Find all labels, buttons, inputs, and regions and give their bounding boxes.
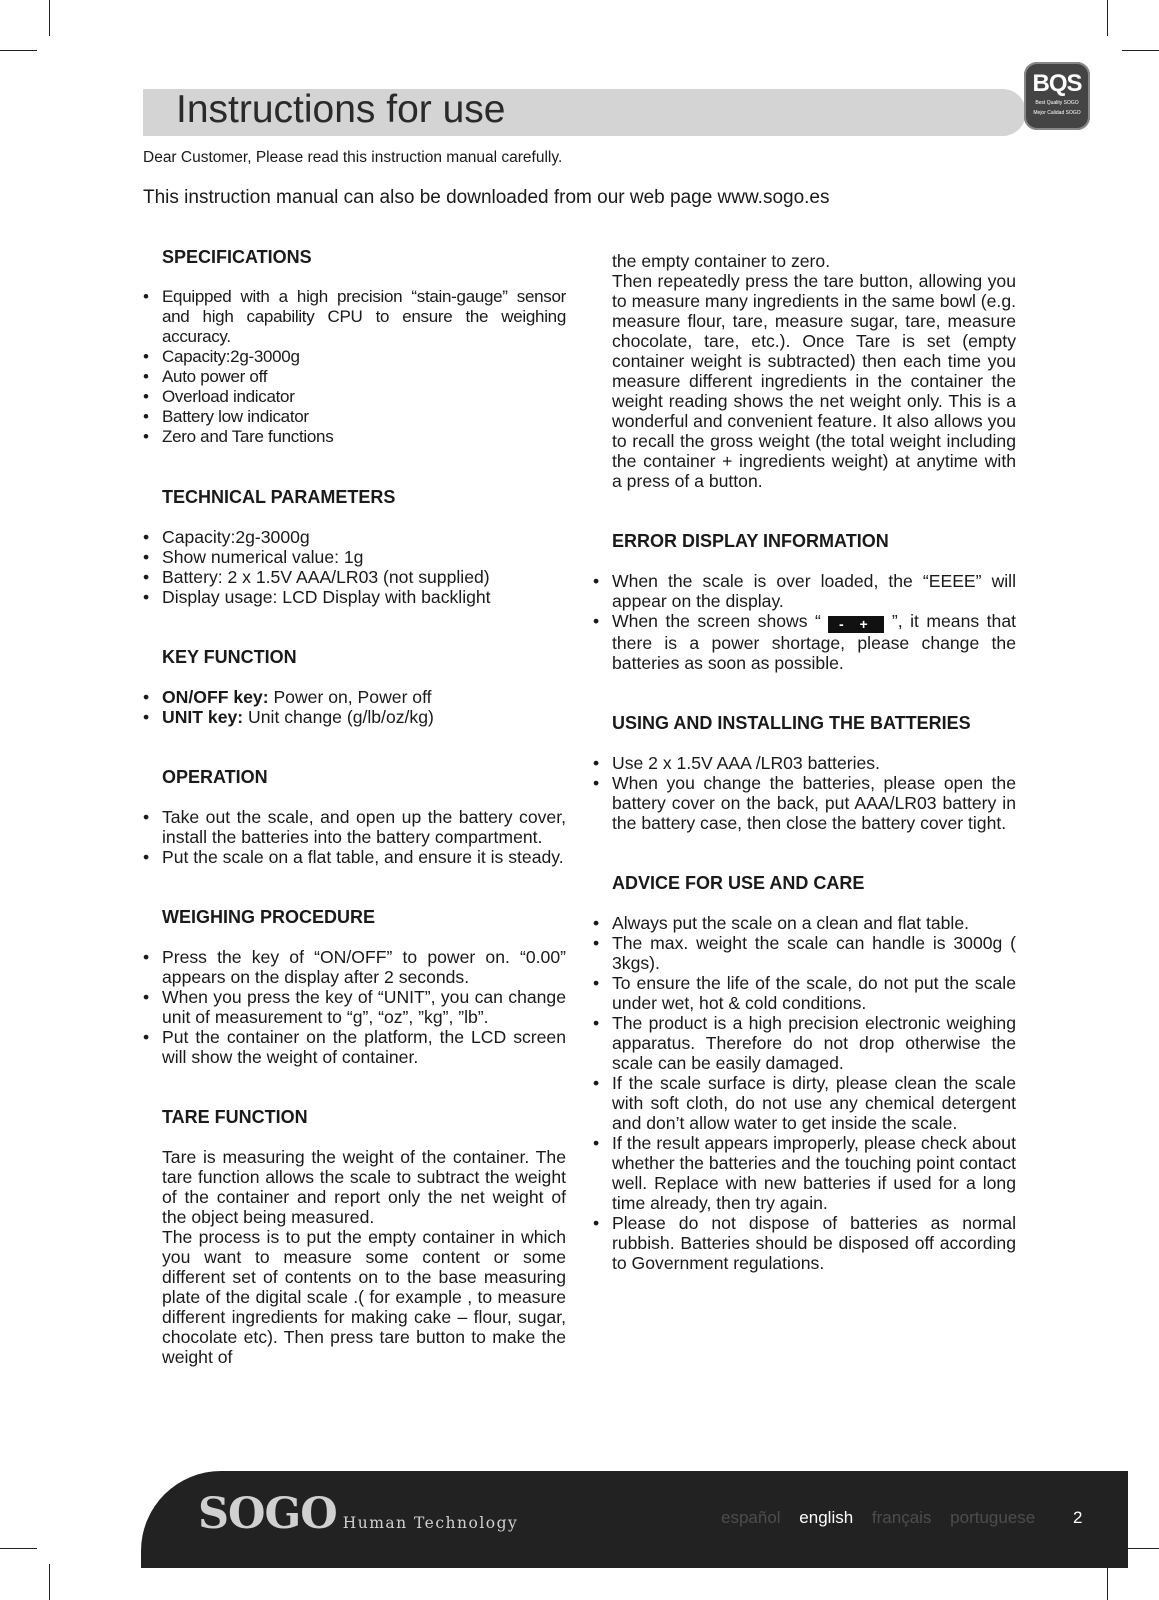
key-description: Power on, Power off bbox=[268, 687, 432, 707]
list-item bbox=[593, 611, 1016, 673]
error-list bbox=[593, 571, 1016, 673]
sogo-logo bbox=[198, 1489, 518, 1539]
language-espanol[interactable]: español bbox=[721, 1508, 781, 1527]
battery-icon: - + bbox=[828, 616, 884, 633]
language-portuguese[interactable]: portuguese bbox=[950, 1508, 1036, 1527]
key-label: ON/OFF key: bbox=[162, 687, 269, 707]
advice-list bbox=[593, 913, 1016, 1273]
list-item: • Always put the scale on a clean and flat table. bbox=[593, 913, 1016, 933]
language-francais[interactable]: français bbox=[871, 1508, 932, 1527]
list-item: • When you change the batteries, please open the battery cover on the back, put AAA/LR03 battery in the battery case, then close the battery cover tight. bbox=[593, 773, 1016, 833]
specifications-list bbox=[143, 287, 566, 447]
page-title: Instructions for use bbox=[176, 88, 506, 131]
operation-heading: OPERATION bbox=[162, 767, 268, 787]
technical-list bbox=[143, 527, 566, 607]
operation-list bbox=[143, 807, 566, 867]
error-text-pre: When the screen shows “ bbox=[612, 611, 829, 631]
list-item: • Battery: 2 x 1.5V AAA/LR03 (not supplied) bbox=[143, 567, 566, 587]
list-item: • To ensure the life of the scale, do not put the scale under wet, hot & cold conditions. bbox=[593, 973, 1016, 1013]
list-item: • The max. weight the scale can handle is 3000g ( 3kgs). bbox=[593, 933, 1016, 973]
list-item: • If the scale surface is dirty, please clean the scale with soft cloth, do not use any chemical detergent and don’t allow water to get inside the scale. bbox=[593, 1073, 1016, 1133]
intro-line-2: This instruction manual can also be downloaded from our web page www.sogo.es bbox=[143, 187, 830, 208]
bqs-badge bbox=[1024, 62, 1090, 130]
bqs-badge-label: BQS bbox=[1032, 70, 1082, 97]
crop-mark bbox=[1107, 1564, 1108, 1600]
tare-heading: TARE FUNCTION bbox=[162, 1107, 308, 1127]
brand-tagline: Human Technology bbox=[342, 1514, 519, 1532]
technical-heading: TECHNICAL PARAMETERS bbox=[162, 487, 396, 507]
footer-bar bbox=[141, 1471, 1128, 1568]
error-heading: ERROR DISPLAY INFORMATION bbox=[612, 531, 889, 551]
crop-mark bbox=[49, 1564, 50, 1600]
list-item: • Zero and Tare functions bbox=[143, 427, 566, 447]
error-text-post: ”, it means that there is a power shortage, please change the batteries as soon as possible. bbox=[612, 611, 1016, 673]
crop-mark bbox=[1122, 50, 1159, 51]
crop-mark bbox=[49, 0, 50, 36]
list-item: • Put the scale on a flat table, and ensure it is steady. bbox=[143, 847, 566, 867]
advice-heading: ADVICE FOR USE AND CARE bbox=[612, 873, 865, 893]
language-english[interactable]: english bbox=[799, 1508, 854, 1527]
list-item bbox=[143, 687, 566, 707]
list-item: • When the scale is over loaded, the “EEEE” will appear on the display. bbox=[593, 571, 1016, 611]
bqs-badge-line1: Best Quality SOGO bbox=[1035, 100, 1079, 106]
list-item: • Show numerical value: 1g bbox=[143, 547, 566, 567]
page-number: 2 bbox=[1073, 1508, 1083, 1527]
list-item: • When you press the key of “UNIT”, you can change unit of measurement to “g”, “oz”, ”kg”, ”lb”. bbox=[143, 987, 566, 1027]
weighing-heading: WEIGHING PROCEDURE bbox=[162, 907, 376, 927]
list-item: • Overload indicator bbox=[143, 387, 566, 407]
tare-paragraph-4: Then repeatedly press the tare button, allowing you to measure many ingredients in the same bowl (e.g. measure flour, tare, measure sugar, tare, measure chocolate, tare, etc.). Once Tare is set (empty container weight is subtracted) then each time you measure different ingredients in the container the weight reading shows the net weight only. This is a wonderful and convenient feature. It also allows you to recall the gross weight (the total weight including the container + ingredients weight) at anytime with a press of a button. bbox=[612, 271, 1016, 491]
intro-line-1: Dear Customer, Please read this instruction manual carefully. bbox=[143, 149, 563, 166]
list-item: • Display usage: LCD Display with backlight bbox=[143, 587, 566, 607]
batteries-list bbox=[593, 753, 1016, 833]
crop-mark bbox=[0, 50, 37, 51]
batteries-heading: USING AND INSTALLING THE BATTERIES bbox=[612, 713, 971, 733]
key-description: Unit change (g/lb/oz/kg) bbox=[243, 707, 434, 727]
key-function-heading: KEY FUNCTION bbox=[162, 647, 297, 667]
weighing-list bbox=[143, 947, 566, 1067]
list-item: • Battery low indicator bbox=[143, 407, 566, 427]
left-column bbox=[143, 247, 566, 1367]
crop-mark bbox=[0, 1548, 37, 1549]
list-item: • Put the container on the platform, the LCD screen will show the weight of container. bbox=[143, 1027, 566, 1067]
list-item: • Auto power off bbox=[143, 367, 566, 387]
list-item: • Press the key of “ON/OFF” to power on. “0.00” appears on the display after 2 seconds. bbox=[143, 947, 566, 987]
list-item: • Capacity:2g-3000g bbox=[143, 347, 566, 367]
key-function-list bbox=[143, 687, 566, 727]
specifications-heading: SPECIFICATIONS bbox=[162, 247, 312, 267]
tare-paragraph-2: The process is to put the empty container in which you want to measure some content or some different set of contents on to the base measuring plate of the digital scale .( for example , to measure different ingredients for making cake – flour, sugar, chocolate etc). Then press tare button to make the weight of bbox=[162, 1227, 566, 1367]
list-item: • Equipped with a high precision “stain-gauge” sensor and high capability CPU to ensure the weighing accuracy. bbox=[143, 287, 566, 347]
list-item: • If the result appears improperly, please check about whether the batteries and the touching point contact well. Replace with new batteries if used for a long time already, then try again. bbox=[593, 1133, 1016, 1213]
list-item: • Please do not dispose of batteries as normal rubbish. Batteries should be disposed off according to Government regulations. bbox=[593, 1213, 1016, 1273]
list-item: • Take out the scale, and open up the battery cover, install the batteries into the battery compartment. bbox=[143, 807, 566, 847]
list-item: • Use 2 x 1.5V AAA /LR03 batteries. bbox=[593, 753, 1016, 773]
language-selector bbox=[721, 1508, 1049, 1528]
bqs-badge-line2: Mejor Calidad SOGO bbox=[1033, 110, 1081, 116]
list-item: • The product is a high precision electronic weighing apparatus. Therefore do not drop otherwise the scale can be easily damaged. bbox=[593, 1013, 1016, 1073]
key-label: UNIT key: bbox=[162, 707, 244, 727]
crop-mark bbox=[1107, 0, 1108, 36]
right-column bbox=[593, 251, 1016, 1273]
tare-paragraph-1: Tare is measuring the weight of the container. The tare function allows the scale to subtract the weight of the container and report only the net weight of the object being measured. bbox=[162, 1147, 566, 1227]
list-item bbox=[143, 707, 566, 727]
brand-name: SOGO bbox=[198, 1489, 337, 1539]
list-item: • Capacity:2g-3000g bbox=[143, 527, 566, 547]
tare-paragraph-3: the empty container to zero. bbox=[612, 251, 831, 271]
